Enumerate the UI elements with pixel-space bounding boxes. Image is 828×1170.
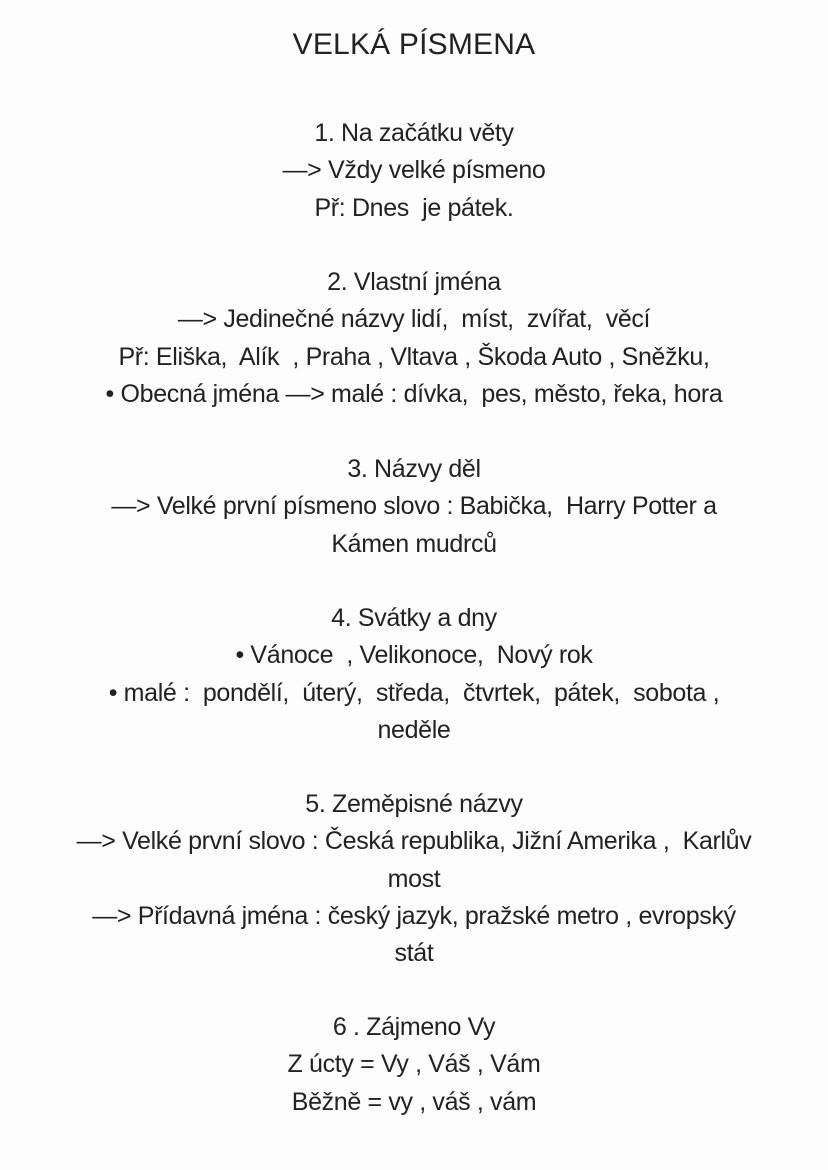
rule-line-continuation: stát [394, 939, 434, 968]
rule-line: —> Vždy velké písmeno [282, 156, 546, 185]
rule-line: Z úcty = Vy , Váš , Vám [287, 1050, 541, 1079]
section-sentence-start [20, 115, 808, 227]
rule-line: —> Přídavná jména : český jazyk, pražské metro , evropský [92, 901, 736, 930]
section-heading: 6 . Zájmeno Vy [332, 1013, 496, 1041]
section-geographic-names [20, 786, 808, 972]
page-title: VELKÁ PÍSMENA [292, 28, 536, 61]
rule-line: —> Velké první písmeno slovo : Babička, Harry Potter a [111, 492, 717, 521]
bullet-line: • malé : pondělí, úterý, středa, čtvrtek, pátek, sobota , [108, 678, 720, 707]
section-titles-of-works [20, 451, 808, 563]
section-heading: 1. Na začátku věty [314, 119, 514, 147]
bullet-line-continuation: neděle [377, 715, 451, 744]
section-holidays-days [20, 600, 808, 749]
bullet-line: • Vánoce , Velikonoce, Nový rok [235, 641, 593, 670]
section-pronoun-vy [20, 1009, 808, 1121]
rule-line-continuation: most [387, 864, 441, 893]
section-heading: 3. Názvy děl [347, 455, 481, 483]
section-heading: 2. Vlastní jména [327, 268, 501, 296]
section-proper-names [20, 264, 808, 413]
example-line: Př: Eliška, Alík , Praha , Vltava , Škoda Auto , Sněžku, [118, 342, 710, 371]
example-line: Př: Dnes je pátek. [314, 193, 514, 222]
rule-line-continuation: Kámen mudrců [331, 529, 497, 558]
rule-line: Běžně = vy , váš , vám [291, 1087, 537, 1116]
rule-line: —> Velké první slovo : Česká republika, Jižní Amerika , Karlův [76, 827, 752, 856]
section-heading: 5. Zeměpisné názvy [305, 790, 523, 818]
bullet-line: • Obecná jména —> malé : dívka, pes, město, řeka, hora [105, 379, 723, 408]
section-heading: 4. Svátky a dny [331, 604, 497, 632]
rule-line: —> Jedinečné názvy lidí, míst, zvířat, věcí [177, 305, 651, 334]
